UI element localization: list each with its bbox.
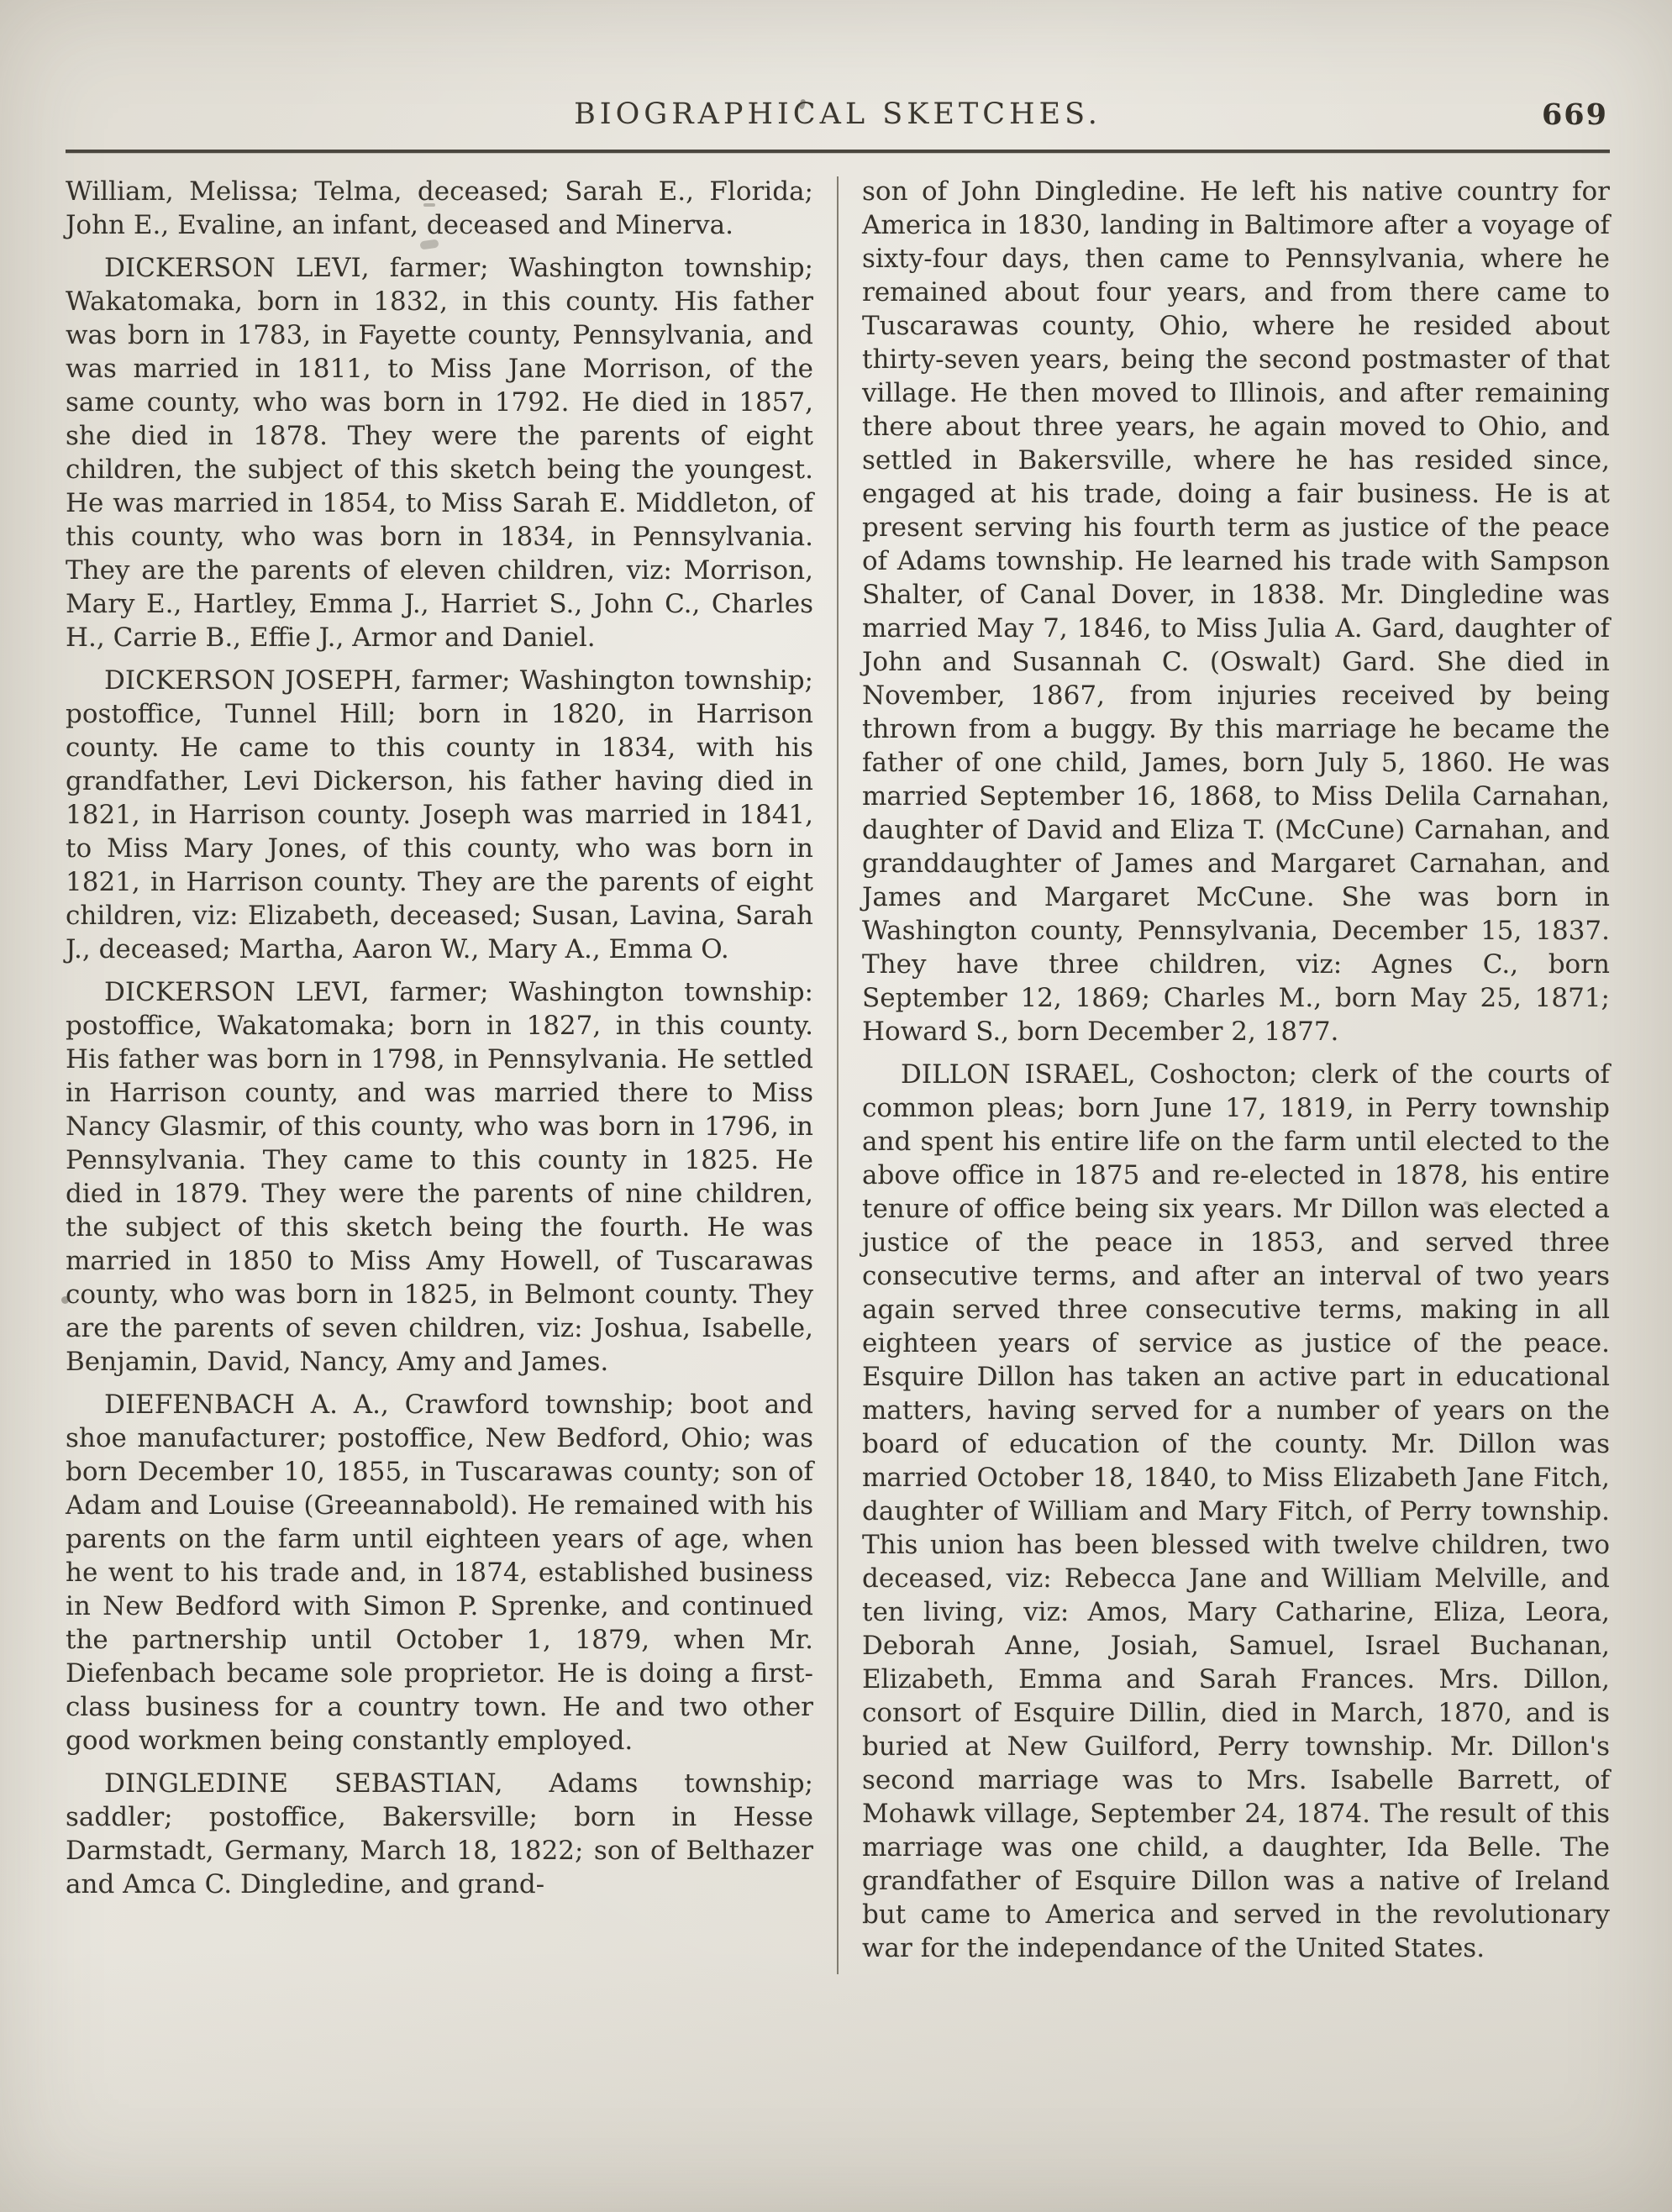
biography-paragraph-dickerson-levi-2: DICKERSON LEVI, farmer; Washington township: postoffice, Wakatomaka; born in 1827, in this county. His father was born in 1798, in Pennsylvania. He settled in Harrison county, and was married there to Miss Nancy Glasmir, of this county, who was born in 1796, in Pennsylvania. They came to this county in 1825. He died in 1879. They were the parents of nine children, the subject of this sketch being the fourth. He was married in 1850 to Miss Amy Howell, of Tuscarawas county, who was born in 1825, in Belmont county. They are the parents of seven children, viz: Joshua, Isabelle, Benjamin, David, Nancy, Amy and James. [66, 977, 813, 1377]
scan-speck [1464, 1201, 1470, 1205]
biography-paragraph-dickerson-joseph: DICKERSON JOSEPH, farmer; Washington township; postoffice, Tunnel Hill; born in 1820, in Harrison county. He came to this county in 1834, with his grandfather, Levi Dickerson, his father having died in 1821, in Harrison county. Joseph was married in 1841, to Miss Mary Jones, of this county, who was born in 1821, in Harrison county. They are the parents of eight children, viz: Elizabeth, deceased; Susan, Lavina, Sarah J., deceased; Martha, Aaron W., Mary A., Emma O. [66, 665, 813, 964]
header-rule [66, 150, 1610, 153]
scan-speck [61, 1296, 69, 1304]
right-column [862, 175, 1610, 1974]
biography-paragraph-diefenbach: DIEFENBACH A. A., Crawford township; boot and shoe manufacturer; postoffice, New Bedford, Ohio; was born December 10, 1855, in Tuscarawas county; son of Adam and Louise (Greeannabold). He remained with his parents on the farm until eighteen years of age, when he went to his trade and, in 1874, established business in New Bedford with Simon P. Sprenke, and continued the partnership until October 1, 1879, when Mr. Diefenbach became sole proprietor. He is doing a first-class business for a country town. He and two other good workmen being constantly employed. [66, 1390, 813, 1756]
biography-paragraph-continuation: William, Melissa; Telma, deceased; Sarah E., Florida; John E., Evaline, an infant, deceased and Minerva. [66, 176, 813, 240]
biography-paragraph-dingledine: DINGLEDINE SEBASTIAN, Adams township; saddler; postoffice, Bakersville; born in Hesse Darmstadt, Germany, March 18, 1822; son of Belthazer and Amca C. Dingledine, and grand- [66, 1768, 813, 1899]
biography-paragraph-dingledine-continued: son of John Dingledine. He left his native country for America in 1830, landing in Baltimore after a voyage of sixty-four days, then came to Pennsylvania, where he remained about four years, and from there came to Tuscarawas county, Ohio, where he resided about thirty-seven years, being the second postmaster of that village. He then moved to Illinois, and after remaining there about three years, he again moved to Ohio, and settled in Bakersville, where he has resided since, engaged at his trade, doing a fair business. He is at present serving his fourth term as justice of the peace of Adams township. He learned his trade with Sampson Shalter, of Canal Dover, in 1838. Mr. Dingledine was married May 7, 1846, to Miss Julia A. Gard, daughter of John and Susannah C. (Oswalt) Gard. She died in November, 1867, from injuries received by being thrown from a buggy. By this marriage he became the father of one child, James, born July 5, 1860. He was married September 16, 1868, to Miss Delila Carnahan, daughter of David and Eliza T. (McCune) Carnahan, and granddaughter of James and Margaret Carnahan, and James and Margaret McCune. She was born in Washington county, Pennsylvania, December 15, 1837. They have three children, viz: Agnes C., born September 12, 1869; Charles M., born May 25, 1871; Howard S., born December 2, 1877. [862, 176, 1610, 1047]
page-number: 669 [1541, 97, 1608, 132]
page-header [66, 97, 1610, 138]
scan-speck [423, 203, 435, 207]
biography-paragraph-dickerson-levi-1: DICKERSON LEVI, farmer; Washington township; Wakatomaka, born in 1832, in this county. His father was born in 1783, in Fayette county, Pennsylvania, and was married in 1811, to Miss Jane Morrison, of the same county, who was born in 1792. He died in 1857, she died in 1878. They were the parents of eight children, the subject of this sketch being the youngest. He was married in 1854, to Miss Sarah E. Middleton, of this county, who was born in 1834, in Pennsylvania. They are the parents of eleven children, viz: Morrison, Mary E., Hartley, Emma J., Harriet S., John C., Charles H., Carrie B., Effie J., Armor and Daniel. [66, 253, 813, 653]
biography-paragraph-dillon: DILLON ISRAEL, Coshocton; clerk of the courts of common pleas; born June 17, 1819, in Perry township and spent his entire life on the farm until elected to the above office in 1875 and re-elected in 1878, his entire tenure of office being six years. Mr Dillon was elected a justice of the peace in 1853, and served three consecutive terms, and after an interval of two years again served three consecutive terms, making in all eighteen years of service as justice of the peace. Esquire Dillon has taken an active part in educational matters, having served for a number of years on the board of education of the county. Mr. Dillon was married October 18, 1840, to Miss Elizabeth Jane Fitch, daughter of William and Mary Fitch, of Perry township. This union has been blessed with twelve children, two deceased, viz: Rebecca Jane and William Melville, and ten living, viz: Amos, Mary Catharine, Eliza, Leora, Deborah Anne, Josiah, Samuel, Israel Buchanan, Elizabeth, Emma and Sarah Frances. Mrs. Dillon, consort of Esquire Dillin, died in March, 1870, and is buried at New Guilford, Perry township. Mr. Dillon's second marriage was to Mrs. Isabelle Barrett, of Mohawk village, September 24, 1874. The result of this marriage was one child, a daughter, Ida Belle. The grandfather of Esquire Dillon was a native of Ireland but came to America and served in the revolutionary war for the independance of the United States. [862, 1059, 1610, 1963]
text-columns [66, 175, 1610, 1974]
left-column [66, 175, 813, 1974]
running-title: BIOGRAPHICAL SKETCHES. [574, 97, 1102, 131]
column-divider [837, 176, 839, 1974]
